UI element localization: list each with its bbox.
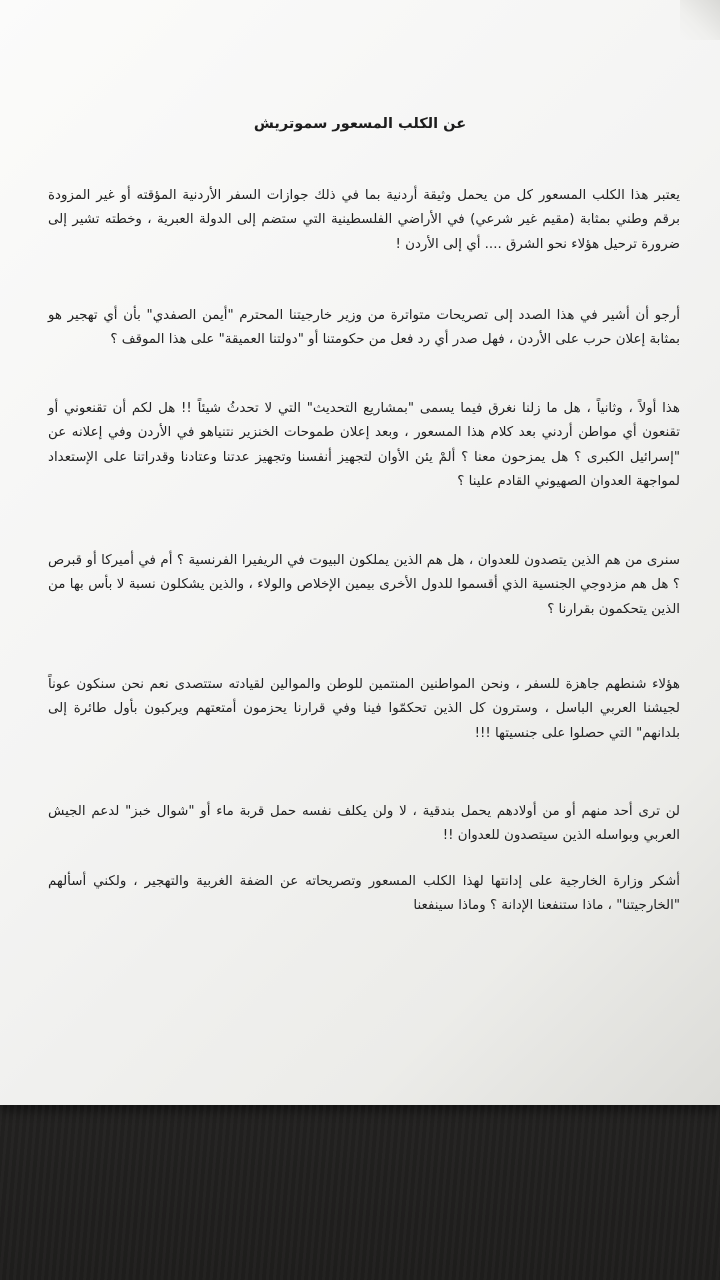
paragraph-7: أشكر وزارة الخارجية على إدانتها لهذا الكلب المسعور وتصريحاته عن الضفة الغربية والتهجير ، ولكني أسألهم "الخارجيتنا" ، ماذا ستنفعنا الإدانة ؟ وماذا سينفعنا <box>48 874 680 914</box>
paragraph-2: أرجو أن أشير في هذا الصدد إلى تصريحات متواترة من وزير خارجيتنا المحترم "أيمن الصفدي" بأن أي تهجير هو بمثابة إعلان حرب على الأردن ، فهل صدر أي رد فعل من حكومتنا أو "دولتنا العميقة" على هذا الموقف ؟ <box>48 308 680 348</box>
paragraph-5: هؤلاء شنطهم جاهزة للسفر ، ونحن المواطنين المنتمين للوطن والموالين لقيادته ستتصدى نعم نحن سنكون عوناً لجيشنا العربي الباسل ، وسترون كل الذين تحكمّوا فينا وفي قرارنا يحزمون أمتعتهم ويركبون بأول طائرة إلى بلدانهم" التي حصلوا على جنسيتها !!! <box>48 677 680 741</box>
dark-surface-below-paper <box>0 1105 720 1280</box>
paragraph-3: هذا أولاً ، وثانياً ، هل ما زلنا نغرق فيما يسمى "بمشاريع التحديث" التي لا تحدثُ شيئاً !! هل لكم أن تقنعوني أو تقنعون أي مواطن أردني بعد كلام هذا المسعور ، وبعد إعلان طموحات الخنزير نتنياهو في الأردن وفي إعلانه عن "إسرائيل الكبرى ؟ هل يمزحون معنا ؟ ألمْ يئن الأوان لتجهيز أنفسنا وتجهيز عدتنا وعتادنا وقدراتنا على الإستعداد لمواجهة العدوان الصهيوني القادم علينا ؟ <box>48 401 680 490</box>
paper-fold-shadow <box>680 0 720 40</box>
paragraph-6: لن ترى أحد منهم أو من أولادهم يحمل بندقية ، لا ولن يكلف نفسه حمل قربة ماء أو "شوال خبز" لدعم الجيش العربي وبواسله الذين سيتصدون للعدوان !! <box>48 804 680 844</box>
paragraph-1: يعتبر هذا الكلب المسعور كل من يحمل وثيقة أردنية بما في ذلك جوازات السفر الأردنية المؤقته أو غير المزودة برقم وطني بمثابة (مقيم غير شرعي) في الأراضي الفلسطينية التي ستضم إلى الدولة العبرية ، وخطته تشير إلى ضرورة ترحيل هؤلاء نحو الشرق .... أي إلى الأردن ! <box>48 188 680 252</box>
paragraph-4: سنرى من هم الذين يتصدون للعدوان ، هل هم الذين يملكون البيوت في الريفيرا الفرنسية ؟ أم في أميركا أو قبرص ؟ هل هم مزدوجي الجنسية الذي أقسموا للدول الأخرى بيمين الإخلاص والولاء ، والذين يشكلون نسبة لا بأس بها من الذين يتحكمون بقرارنا ؟ <box>48 553 680 617</box>
surface-texture <box>0 1105 720 1280</box>
document-title: عن الكلب المسعور سموتريش <box>253 116 467 132</box>
